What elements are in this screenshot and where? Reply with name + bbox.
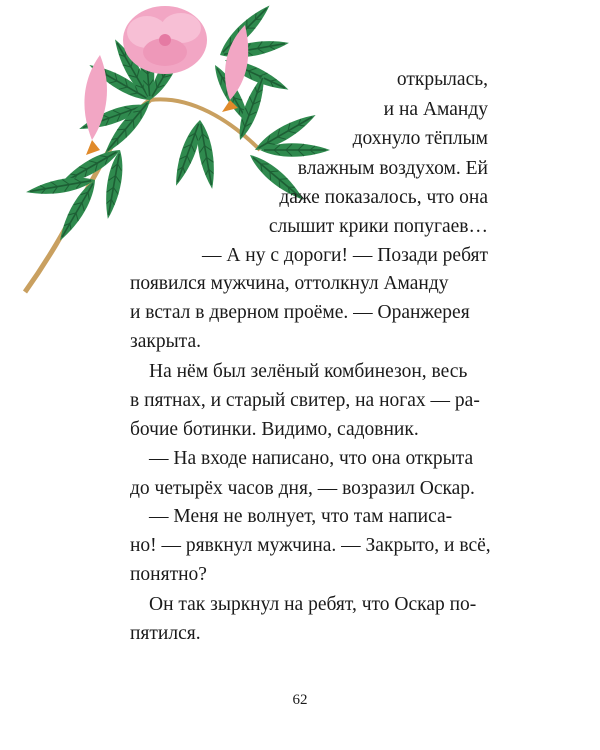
text-line: и встал в дверном проёме. — Оранжерея xyxy=(130,302,470,323)
page-number: 62 xyxy=(292,692,308,708)
text-line: в пятнах, и старый свитер, на ногах — ра- xyxy=(130,390,480,411)
text-line: пятился. xyxy=(130,623,201,644)
text-line: и на Аманду xyxy=(383,99,488,120)
text-line: до четырёх часов дня, — возразил Оскар. xyxy=(130,478,475,499)
text-line: Он так зыркнул на ребят, что Оскар по- xyxy=(149,594,477,615)
text-line: но! — рявкнул мужчина. — Закрыто, и всё, xyxy=(130,535,491,556)
text-line: бочие ботинки. Видимо, садовник. xyxy=(130,419,419,440)
text-line: понятно? xyxy=(130,564,207,585)
text-line: открылась, xyxy=(396,69,488,90)
text-line: На нём был зелёный комбинезон, весь xyxy=(149,361,468,382)
text-line: — Меня не волнует, что там написа- xyxy=(149,506,453,527)
text-line: слышит крики попугаев… xyxy=(268,216,488,237)
text-line: даже показалось, что она xyxy=(279,187,488,208)
text-line: влажным воздухом. Ей xyxy=(297,158,488,179)
text-line: — На входе написано, что она открыта xyxy=(149,448,474,469)
text-line: появился мужчина, оттолкнул Аманду xyxy=(130,273,449,294)
text-line: дохнуло тёплым xyxy=(352,128,488,149)
text-line: закрыта. xyxy=(130,331,201,352)
text-line: — А ну с дороги! — Позади ребят xyxy=(201,245,488,266)
